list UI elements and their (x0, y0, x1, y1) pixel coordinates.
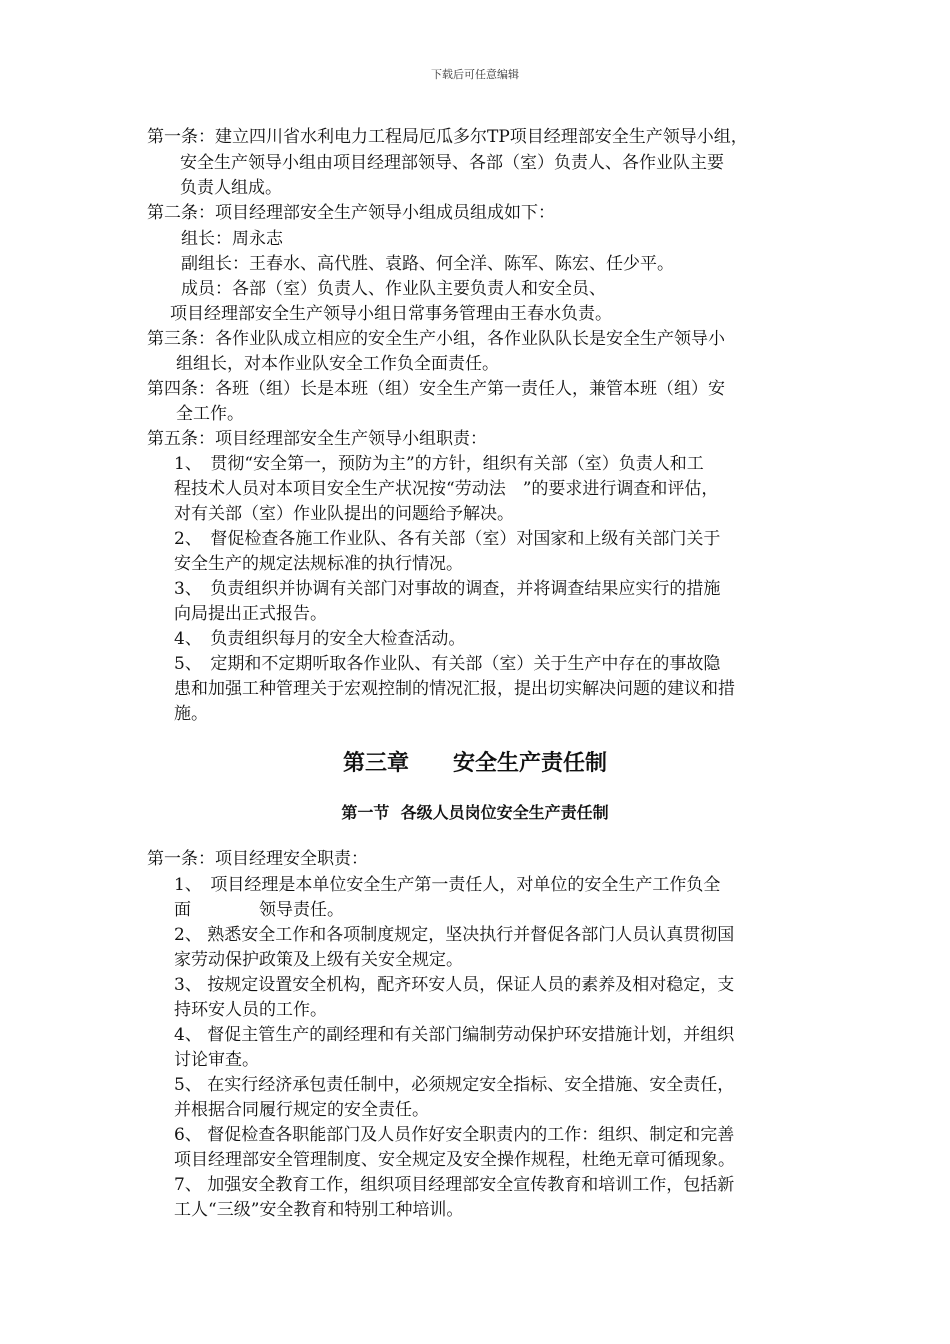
paragraph-line: 向局提出正式报告。 (174, 604, 327, 624)
paragraph-line: 全工作。 (176, 404, 244, 424)
paragraph-line: 组组长，对本作业队安全工作负全面责任。 (176, 354, 499, 374)
paragraph-line: 第一条：建立四川省水利电力工程局厄瓜多尔TP项目经理部安全生产领导小组， (147, 127, 748, 147)
paragraph-line: 面 领导责任。 (174, 900, 344, 920)
paragraph-line: 工人“三级”安全教育和特别工种培训。 (174, 1200, 464, 1220)
chapter-title: 第三章 安全生产责任制 (342, 751, 607, 776)
paragraph-line: 项目经理部安全管理制度、安全规定及安全操作规程，杜绝无章可循现象。 (174, 1150, 735, 1170)
paragraph-line: 副组长：王春水、高代胜、袁路、何全洋、陈军、陈宏、任少平。 (181, 254, 674, 274)
paragraph-line: 7、 加强安全教育工作，组织项目经理部安全宣传教育和培训工作，包括新 (174, 1175, 735, 1195)
paragraph-line: 第二条：项目经理部安全生产领导小组成员组成如下： (147, 203, 555, 223)
paragraph-line: 2、 督促检查各施工作业队、各有关部（室）对国家和上级有关部门关于 (174, 529, 721, 549)
paragraph-line: 对有关部（室）作业队提出的问题给予解决。 (174, 504, 514, 524)
paragraph-line: 5、 在实行经济承包责任制中，必须规定安全指标、安全措施、安全责任， (174, 1075, 735, 1095)
paragraph-line: 3、 按规定设置安全机构，配齐环安人员，保证人员的素养及相对稳定，支 (174, 975, 735, 995)
paragraph-line: 负责人组成。 (180, 178, 282, 198)
paragraph-line: 持环安人员的工作。 (174, 1000, 327, 1020)
paragraph-line: 患和加强工种管理关于宏观控制的情况汇报，提出切实解决问题的建议和措 (174, 679, 735, 699)
paragraph-line: 4、 负责组织每月的安全大检查活动。 (174, 629, 466, 649)
paragraph-line: 组长：周永志 (181, 229, 283, 249)
paragraph-line: 安全生产领导小组由项目经理部领导、各部（室）负责人、各作业队主要 (180, 153, 724, 173)
section-title: 第一节 各级人员岗位安全生产责任制 (341, 803, 609, 822)
paragraph-line: 施。 (174, 704, 208, 724)
paragraph-line: 程技术人员对本项目安全生产状况按“劳动法 ”的要求进行调查和评估， (174, 479, 719, 499)
paragraph-line: 5、 定期和不定期听取各作业队、有关部（室）关于生产中存在的事故隐 (174, 654, 721, 674)
paragraph-line: 第五条：项目经理部安全生产领导小组职责： (147, 429, 487, 449)
paragraph-line: 并根据合同履行规定的安全责任。 (174, 1100, 429, 1120)
paragraph-line: 讨论审查。 (174, 1050, 259, 1070)
paragraph-line: 第一条：项目经理安全职责： (147, 849, 368, 869)
paragraph-line: 6、 督促检查各职能部门及人员作好安全职责内的工作：组织、制定和完善 (174, 1125, 735, 1145)
paragraph-line: 2、 熟悉安全工作和各项制度规定，坚决执行并督促各部门人员认真贯彻国 (174, 925, 735, 945)
paragraph-line: 1、 项目经理是本单位安全生产第一责任人，对单位的安全生产工作负全 (174, 875, 721, 895)
paragraph-line: 3、 负责组织并协调有关部门对事故的调查，并将调查结果应实行的措施 (174, 579, 721, 599)
paragraph-line: 第三条：各作业队成立相应的安全生产小组，各作业队队长是安全生产领导小 (147, 329, 725, 349)
paragraph-line: 第四条：各班（组）长是本班（组）安全生产第一责任人，兼管本班（组）安 (147, 379, 725, 399)
paragraph-line: 4、 督促主管生产的副经理和有关部门编制劳动保护环安措施计划，并组织 (174, 1025, 735, 1045)
page-header: 下载后可任意编辑 (431, 68, 519, 81)
paragraph-line: 家劳动保护政策及上级有关安全规定。 (174, 950, 463, 970)
paragraph-line: 安全生产的规定法规标准的执行情况。 (174, 554, 463, 574)
paragraph-line: 成员：各部（室）负责人、作业队主要负责人和安全员、 (181, 279, 606, 299)
paragraph-line: 1、 贯彻“安全第一，预防为主”的方针，组织有关部（室）负责人和工 (174, 454, 704, 474)
paragraph-line: 项目经理部安全生产领导小组日常事务管理由王春水负责。 (170, 304, 612, 324)
